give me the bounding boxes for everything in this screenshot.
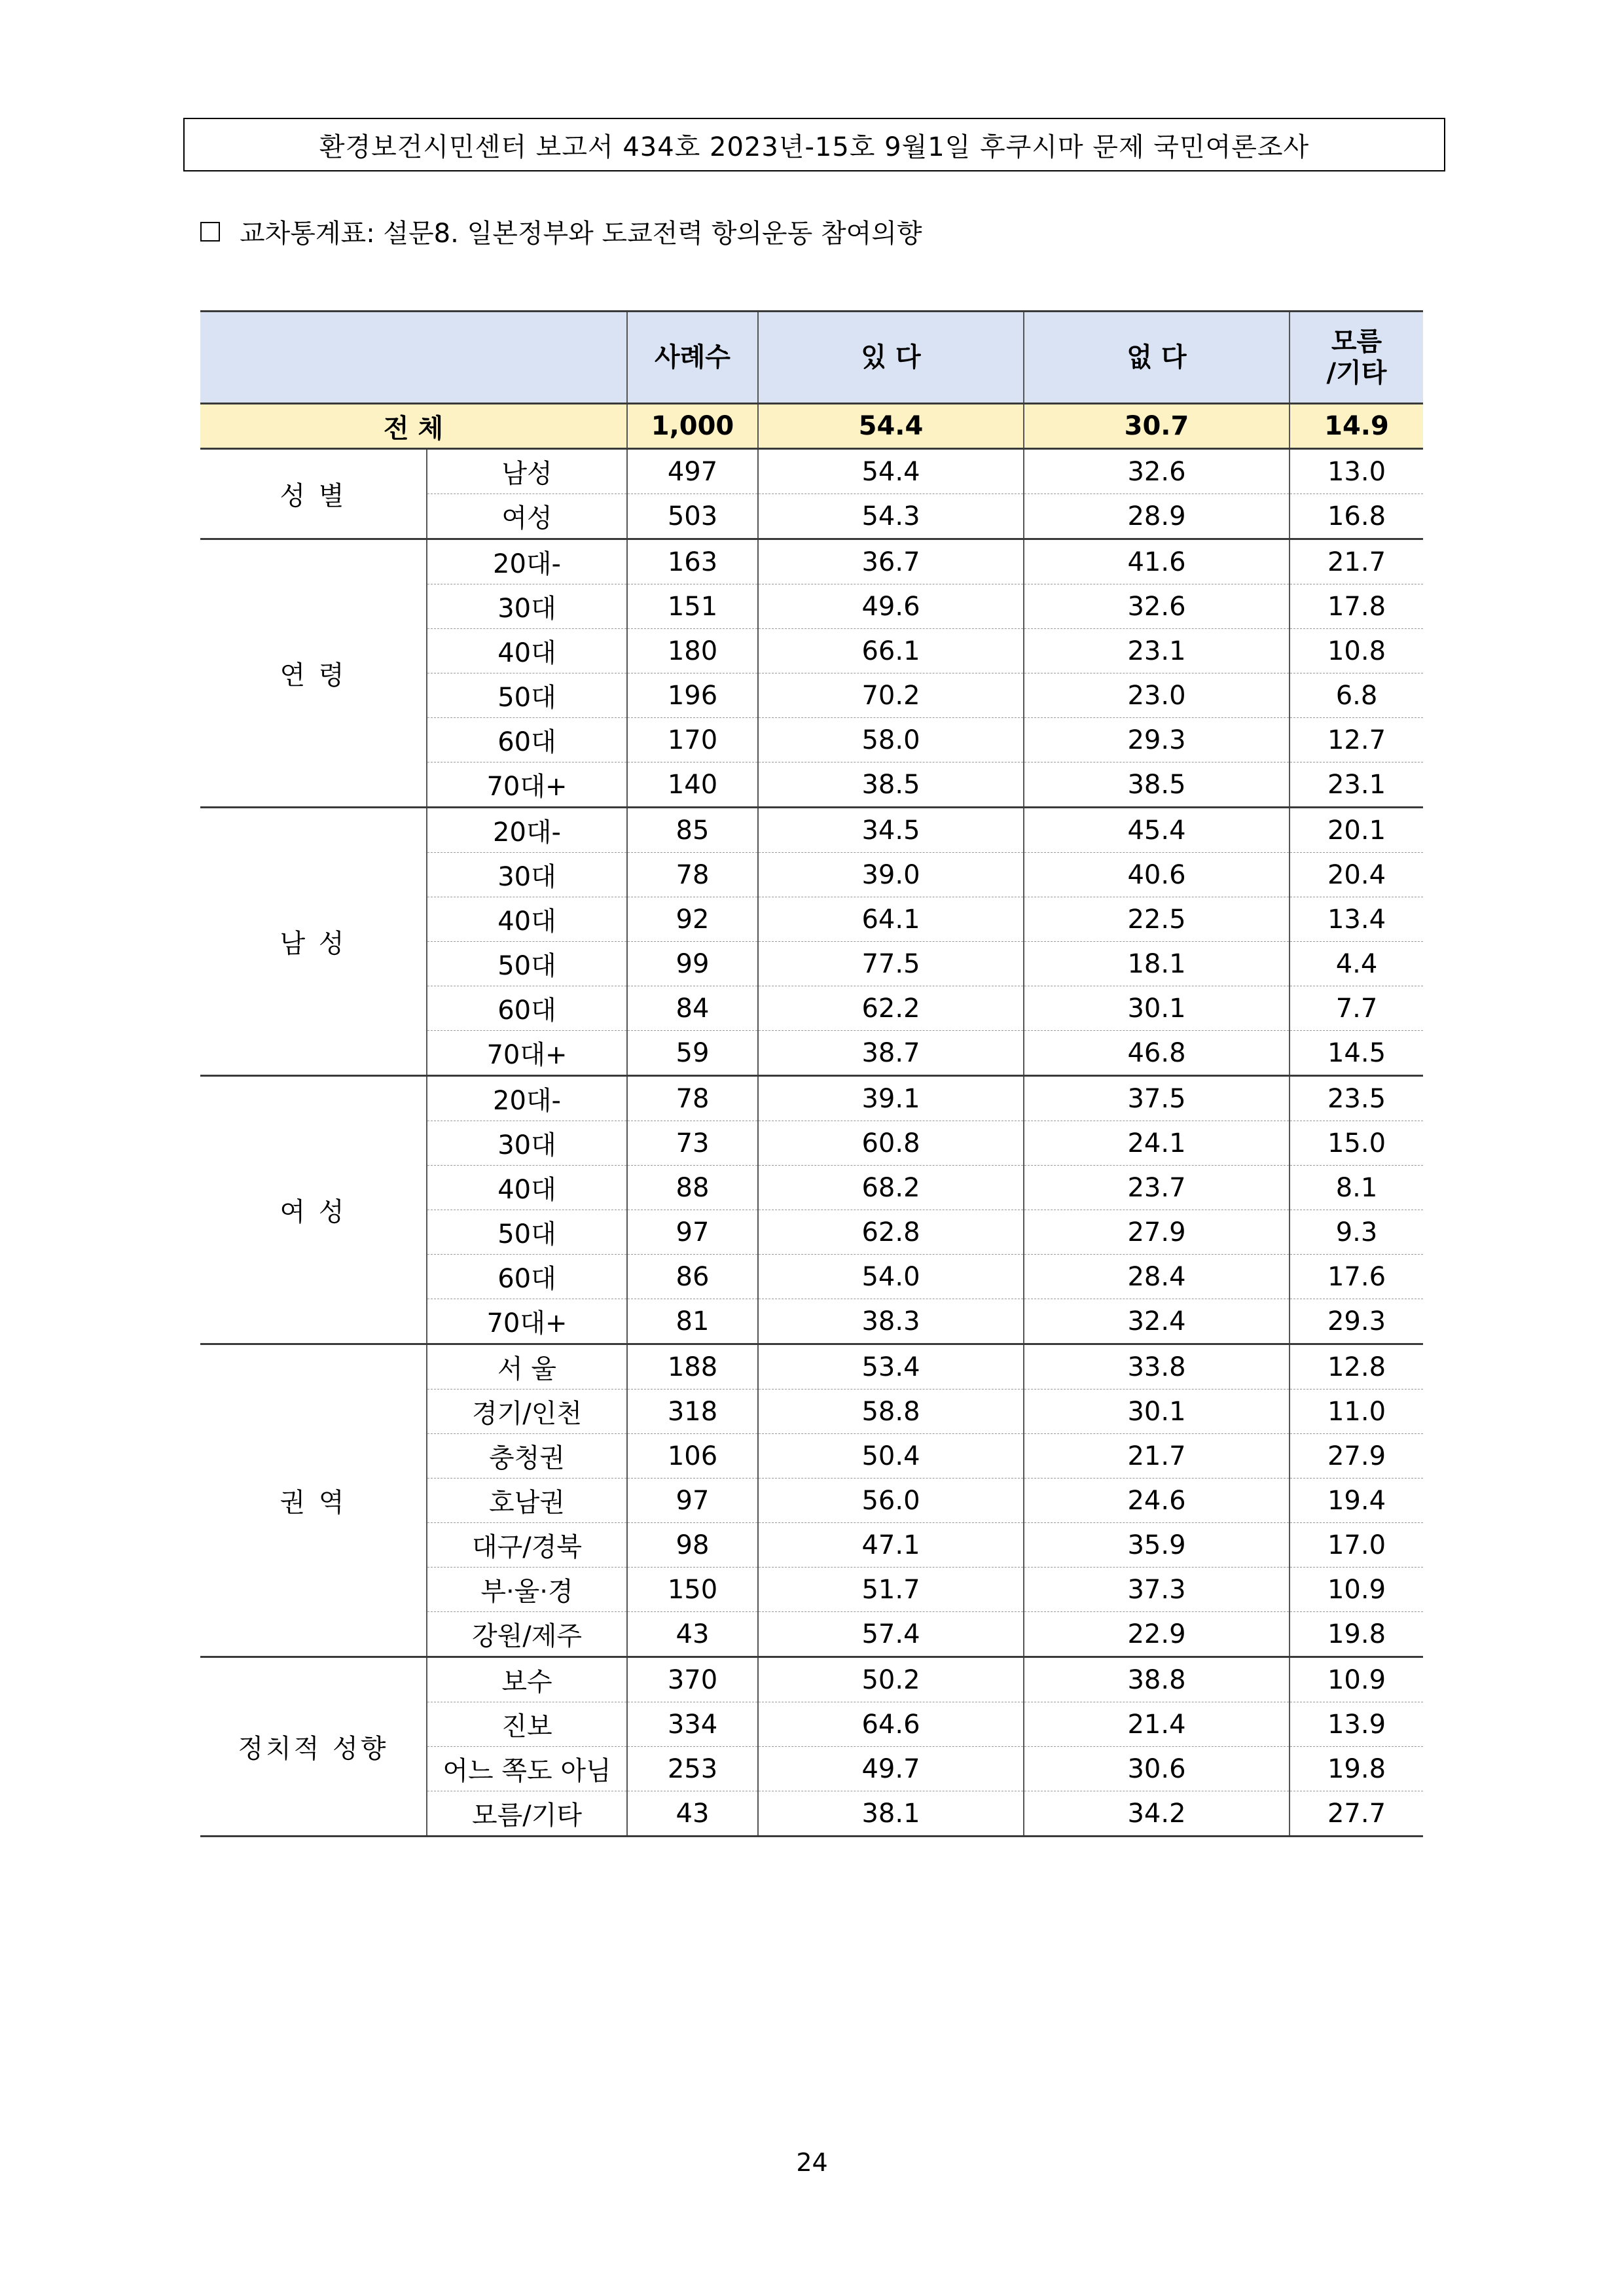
row-yes-pct: 38.7 xyxy=(758,1031,1024,1076)
row-sample-count: 140 xyxy=(627,762,758,808)
row-subgroup-label: 60대 xyxy=(427,1255,627,1299)
row-sample-count: 180 xyxy=(627,629,758,673)
group-label: 남 성 xyxy=(200,808,427,1076)
row-yes-pct: 62.2 xyxy=(758,986,1024,1031)
row-yes-pct: 49.6 xyxy=(758,584,1024,629)
group-label: 권 역 xyxy=(200,1344,427,1657)
row-dk-pct: 29.3 xyxy=(1290,1299,1423,1344)
row-dk-pct: 6.8 xyxy=(1290,673,1423,718)
row-no-pct: 32.6 xyxy=(1024,584,1290,629)
row-sample-count: 318 xyxy=(627,1390,758,1434)
row-dk-pct: 8.1 xyxy=(1290,1166,1423,1210)
row-subgroup-label: 40대 xyxy=(427,1166,627,1210)
row-no-pct: 30.6 xyxy=(1024,1747,1290,1791)
row-dk-pct: 23.5 xyxy=(1290,1076,1423,1121)
row-yes-pct: 54.3 xyxy=(758,494,1024,539)
row-sample-count: 196 xyxy=(627,673,758,718)
row-dk-pct: 11.0 xyxy=(1290,1390,1423,1434)
row-no-pct: 24.6 xyxy=(1024,1479,1290,1523)
row-subgroup-label: 70대+ xyxy=(427,1299,627,1344)
row-yes-pct: 38.5 xyxy=(758,762,1024,808)
total-row xyxy=(200,404,1423,449)
row-sample-count: 188 xyxy=(627,1344,758,1390)
row-yes-pct: 57.4 xyxy=(758,1612,1024,1657)
row-yes-pct: 58.8 xyxy=(758,1390,1024,1434)
row-sample-count: 163 xyxy=(627,539,758,584)
row-dk-pct: 13.4 xyxy=(1290,897,1423,942)
row-dk-pct: 12.7 xyxy=(1290,718,1423,762)
row-subgroup-label: 모름/기타 xyxy=(427,1791,627,1837)
row-yes-pct: 51.7 xyxy=(758,1568,1024,1612)
row-sample-count: 106 xyxy=(627,1434,758,1479)
row-yes-pct: 56.0 xyxy=(758,1479,1024,1523)
row-subgroup-label: 부·울·경 xyxy=(427,1568,627,1612)
row-yes-pct: 47.1 xyxy=(758,1523,1024,1568)
row-yes-pct: 64.1 xyxy=(758,897,1024,942)
row-no-pct: 27.9 xyxy=(1024,1210,1290,1255)
row-no-pct: 34.2 xyxy=(1024,1791,1290,1837)
row-sample-count: 78 xyxy=(627,853,758,897)
row-sample-count: 84 xyxy=(627,986,758,1031)
row-yes-pct: 62.8 xyxy=(758,1210,1024,1255)
row-subgroup-label: 50대 xyxy=(427,1210,627,1255)
row-no-pct: 30.1 xyxy=(1024,986,1290,1031)
row-sample-count: 88 xyxy=(627,1166,758,1210)
row-subgroup-label: 충청권 xyxy=(427,1434,627,1479)
row-dk-pct: 15.0 xyxy=(1290,1121,1423,1166)
row-subgroup-label: 70대+ xyxy=(427,762,627,808)
row-no-pct: 35.9 xyxy=(1024,1523,1290,1568)
total-label: 전 체 xyxy=(200,404,627,449)
row-subgroup-label: 50대 xyxy=(427,673,627,718)
row-yes-pct: 39.1 xyxy=(758,1076,1024,1121)
table-row xyxy=(200,1657,1423,1702)
row-dk-pct: 23.1 xyxy=(1290,762,1423,808)
row-dk-pct: 12.8 xyxy=(1290,1344,1423,1390)
row-subgroup-label: 보수 xyxy=(427,1657,627,1702)
header-no: 없 다 xyxy=(1024,312,1290,404)
report-header: 환경보건시민센터 보고서 434호 2023년-15호 9월1일 후쿠시마 문제 국민여론조사 xyxy=(183,118,1445,171)
group-label: 성 별 xyxy=(200,449,427,539)
row-dk-pct: 10.9 xyxy=(1290,1568,1423,1612)
row-dk-pct: 21.7 xyxy=(1290,539,1423,584)
row-sample-count: 43 xyxy=(627,1791,758,1837)
row-sample-count: 97 xyxy=(627,1210,758,1255)
header-blank-cell xyxy=(200,312,627,404)
row-dk-pct: 13.0 xyxy=(1290,449,1423,494)
row-sample-count: 150 xyxy=(627,1568,758,1612)
row-dk-pct: 20.1 xyxy=(1290,808,1423,853)
row-yes-pct: 54.0 xyxy=(758,1255,1024,1299)
row-no-pct: 40.6 xyxy=(1024,853,1290,897)
row-no-pct: 41.6 xyxy=(1024,539,1290,584)
row-no-pct: 23.7 xyxy=(1024,1166,1290,1210)
row-subgroup-label: 50대 xyxy=(427,942,627,986)
header-dont-know xyxy=(1290,312,1423,404)
row-subgroup-label: 서 울 xyxy=(427,1344,627,1390)
total-dk: 14.9 xyxy=(1290,404,1423,449)
row-no-pct: 18.1 xyxy=(1024,942,1290,986)
row-sample-count: 151 xyxy=(627,584,758,629)
row-no-pct: 45.4 xyxy=(1024,808,1290,853)
row-yes-pct: 64.6 xyxy=(758,1702,1024,1747)
row-yes-pct: 34.5 xyxy=(758,808,1024,853)
row-sample-count: 92 xyxy=(627,897,758,942)
row-dk-pct: 14.5 xyxy=(1290,1031,1423,1076)
table-row xyxy=(200,1344,1423,1390)
row-dk-pct: 9.3 xyxy=(1290,1210,1423,1255)
row-sample-count: 73 xyxy=(627,1121,758,1166)
row-subgroup-label: 30대 xyxy=(427,853,627,897)
row-subgroup-label: 남성 xyxy=(427,449,627,494)
row-sample-count: 170 xyxy=(627,718,758,762)
row-subgroup-label: 강원/제주 xyxy=(427,1612,627,1657)
row-subgroup-label: 진보 xyxy=(427,1702,627,1747)
row-subgroup-label: 대구/경북 xyxy=(427,1523,627,1568)
row-subgroup-label: 30대 xyxy=(427,1121,627,1166)
total-no: 30.7 xyxy=(1024,404,1290,449)
row-dk-pct: 7.7 xyxy=(1290,986,1423,1031)
total-n: 1,000 xyxy=(627,404,758,449)
row-no-pct: 22.5 xyxy=(1024,897,1290,942)
row-sample-count: 503 xyxy=(627,494,758,539)
table-row xyxy=(200,539,1423,584)
row-dk-pct: 19.4 xyxy=(1290,1479,1423,1523)
row-dk-pct: 16.8 xyxy=(1290,494,1423,539)
row-yes-pct: 49.7 xyxy=(758,1747,1024,1791)
row-dk-pct: 10.8 xyxy=(1290,629,1423,673)
row-sample-count: 43 xyxy=(627,1612,758,1657)
row-no-pct: 28.9 xyxy=(1024,494,1290,539)
row-no-pct: 32.6 xyxy=(1024,449,1290,494)
row-no-pct: 30.1 xyxy=(1024,1390,1290,1434)
row-no-pct: 37.5 xyxy=(1024,1076,1290,1121)
table-row xyxy=(200,1076,1423,1121)
group-label: 정치적 성향 xyxy=(200,1657,427,1837)
row-dk-pct: 19.8 xyxy=(1290,1612,1423,1657)
row-subgroup-label: 20대- xyxy=(427,808,627,853)
row-no-pct: 28.4 xyxy=(1024,1255,1290,1299)
row-subgroup-label: 경기/인천 xyxy=(427,1390,627,1434)
header-dont-know-line1: 모름 xyxy=(1331,327,1382,357)
row-yes-pct: 77.5 xyxy=(758,942,1024,986)
section-title-text: 교차통계표: 설문8. 일본정부와 도쿄전력 항의운동 참여의향 xyxy=(240,219,922,249)
row-sample-count: 85 xyxy=(627,808,758,853)
row-subgroup-label: 호남권 xyxy=(427,1479,627,1523)
total-yes: 54.4 xyxy=(758,404,1024,449)
row-yes-pct: 68.2 xyxy=(758,1166,1024,1210)
row-dk-pct: 19.8 xyxy=(1290,1747,1423,1791)
row-sample-count: 97 xyxy=(627,1479,758,1523)
row-no-pct: 22.9 xyxy=(1024,1612,1290,1657)
row-sample-count: 99 xyxy=(627,942,758,986)
row-sample-count: 370 xyxy=(627,1657,758,1702)
row-no-pct: 23.0 xyxy=(1024,673,1290,718)
row-no-pct: 38.5 xyxy=(1024,762,1290,808)
crosstab-table xyxy=(200,310,1423,1837)
header-sample-count: 사례수 xyxy=(627,312,758,404)
table-row xyxy=(200,449,1423,494)
header-dont-know-line2: /기타 xyxy=(1326,358,1387,388)
row-no-pct: 37.3 xyxy=(1024,1568,1290,1612)
row-no-pct: 24.1 xyxy=(1024,1121,1290,1166)
row-subgroup-label: 30대 xyxy=(427,584,627,629)
row-yes-pct: 54.4 xyxy=(758,449,1024,494)
row-no-pct: 46.8 xyxy=(1024,1031,1290,1076)
row-yes-pct: 53.4 xyxy=(758,1344,1024,1390)
row-dk-pct: 17.0 xyxy=(1290,1523,1423,1568)
row-dk-pct: 20.4 xyxy=(1290,853,1423,897)
row-subgroup-label: 60대 xyxy=(427,986,627,1031)
row-dk-pct: 27.7 xyxy=(1290,1791,1423,1837)
row-yes-pct: 50.2 xyxy=(758,1657,1024,1702)
row-sample-count: 98 xyxy=(627,1523,758,1568)
row-subgroup-label: 20대- xyxy=(427,1076,627,1121)
row-yes-pct: 39.0 xyxy=(758,853,1024,897)
row-dk-pct: 10.9 xyxy=(1290,1657,1423,1702)
row-dk-pct: 4.4 xyxy=(1290,942,1423,986)
row-subgroup-label: 40대 xyxy=(427,629,627,673)
row-sample-count: 334 xyxy=(627,1702,758,1747)
row-yes-pct: 38.1 xyxy=(758,1791,1024,1837)
group-label: 여 성 xyxy=(200,1076,427,1344)
section-title xyxy=(200,213,922,250)
row-subgroup-label: 40대 xyxy=(427,897,627,942)
row-subgroup-label: 20대- xyxy=(427,539,627,584)
row-yes-pct: 36.7 xyxy=(758,539,1024,584)
row-subgroup-label: 여성 xyxy=(427,494,627,539)
row-no-pct: 23.1 xyxy=(1024,629,1290,673)
row-sample-count: 78 xyxy=(627,1076,758,1121)
checkbox-square-icon xyxy=(200,222,220,242)
page-number: 24 xyxy=(796,2148,828,2177)
row-dk-pct: 13.9 xyxy=(1290,1702,1423,1747)
row-no-pct: 29.3 xyxy=(1024,718,1290,762)
header-yes: 있 다 xyxy=(758,312,1024,404)
row-sample-count: 497 xyxy=(627,449,758,494)
row-sample-count: 86 xyxy=(627,1255,758,1299)
group-label: 연 령 xyxy=(200,539,427,808)
row-sample-count: 253 xyxy=(627,1747,758,1791)
row-subgroup-label: 70대+ xyxy=(427,1031,627,1076)
table-row xyxy=(200,808,1423,853)
row-no-pct: 21.4 xyxy=(1024,1702,1290,1747)
row-sample-count: 81 xyxy=(627,1299,758,1344)
row-yes-pct: 66.1 xyxy=(758,629,1024,673)
row-yes-pct: 70.2 xyxy=(758,673,1024,718)
row-yes-pct: 38.3 xyxy=(758,1299,1024,1344)
row-no-pct: 21.7 xyxy=(1024,1434,1290,1479)
row-dk-pct: 17.8 xyxy=(1290,584,1423,629)
row-no-pct: 32.4 xyxy=(1024,1299,1290,1344)
row-sample-count: 59 xyxy=(627,1031,758,1076)
row-dk-pct: 27.9 xyxy=(1290,1434,1423,1479)
row-no-pct: 38.8 xyxy=(1024,1657,1290,1702)
row-subgroup-label: 60대 xyxy=(427,718,627,762)
row-no-pct: 33.8 xyxy=(1024,1344,1290,1390)
row-yes-pct: 50.4 xyxy=(758,1434,1024,1479)
row-subgroup-label: 어느 쪽도 아님 xyxy=(427,1747,627,1791)
table-header-row xyxy=(200,312,1423,404)
row-dk-pct: 17.6 xyxy=(1290,1255,1423,1299)
row-yes-pct: 60.8 xyxy=(758,1121,1024,1166)
row-yes-pct: 58.0 xyxy=(758,718,1024,762)
